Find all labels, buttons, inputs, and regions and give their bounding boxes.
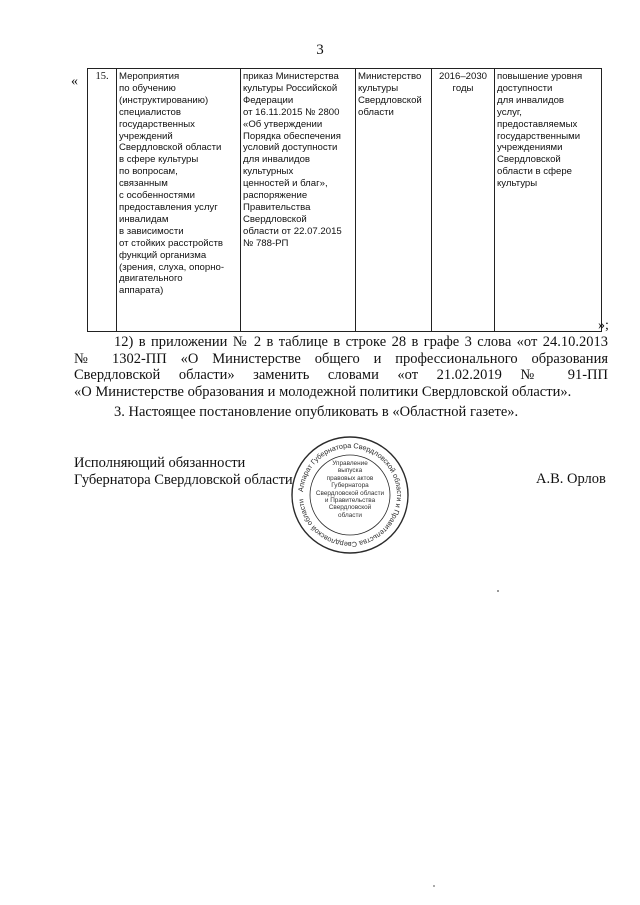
legal-basis-text-line: «Об утверждении [243, 118, 323, 130]
expected-result-text-line: предоставляемых [497, 118, 578, 130]
legal-basis-text-line: Правительства [243, 201, 311, 213]
event-text-line: (инструктированию) [119, 94, 209, 106]
paragraph-12-line-3: Свердловской области» заменить словами «от 21.02.2019 № 91-ПП [74, 367, 608, 384]
event-text-line: двигательного [119, 273, 183, 285]
event-text-line: с особенностями [119, 190, 196, 202]
page-number: 3 [316, 42, 324, 58]
event-cell [117, 69, 241, 332]
seal-center-line: Свердловской области [315, 489, 385, 497]
seal-center-line: выпуска [337, 467, 363, 475]
scan-speck [497, 590, 499, 592]
legal-basis-text-line: условий доступности [243, 142, 338, 154]
event-text-line: по обучению [119, 82, 176, 94]
paragraph-3: 3. Настоящее постановление опубликовать в «Областной газете». [114, 404, 519, 420]
signatory-title-line-2: Губернатора Свердловской области [74, 471, 293, 488]
paragraph-12 [74, 334, 608, 400]
period-cell: 2016–2030 годы [432, 69, 495, 332]
event-text-line: специалистов [119, 106, 181, 118]
legal-basis-text-line: Федерации [243, 94, 294, 106]
seal-center-line: Свердловской [328, 504, 372, 512]
expected-result-text-line: области в сфере [497, 166, 573, 178]
table-row [88, 69, 602, 332]
legal-basis-text-line: ценностей и благ», [243, 178, 328, 190]
legal-basis-text-line: для инвалидов [243, 154, 311, 166]
legal-basis-text-line: культуры Российской [243, 82, 338, 94]
row-number-cell: 15. [88, 69, 117, 332]
legal-basis-text-line: культурных [243, 166, 294, 178]
executor-text-line: Министерство [358, 71, 422, 82]
executor-cell [356, 69, 432, 332]
event-text-line: (зрения, слуха, опорно- [119, 261, 225, 273]
paragraph-12-line-2: № 1302-ПП «О Министерстве общего и профессионального образования [74, 350, 608, 367]
closing-quote-mark: »; [598, 318, 609, 333]
event-text-line: функций организма [119, 249, 207, 261]
legal-basis-cell [241, 69, 356, 332]
expected-result-text-line: доступности [497, 82, 553, 94]
event-text-line: государственных [119, 118, 195, 130]
signatory-title-line-1: Исполняющий обязанности [74, 455, 246, 471]
event-text-line: в зависимости [119, 225, 184, 237]
signatory-title [74, 455, 293, 488]
expected-result-text-line: повышение уровня [497, 71, 583, 82]
event-text-line: в сфере культуры [119, 154, 199, 166]
legal-basis-text-line: Свердловской [243, 213, 307, 225]
event-text-line: Свердловской области [119, 142, 222, 154]
seal-center-line: Губернатора [331, 482, 369, 490]
event-text-line: по вопросам, [119, 166, 178, 178]
signatory-name: А.В. Орлов [536, 471, 606, 487]
expected-result-text-line: государственными [497, 130, 581, 142]
executor-text-line: культуры [358, 82, 399, 94]
seal-center-line: области [338, 511, 362, 519]
seal-ring-text: Аппарат Губернатора Свердловской области и Правительства Свердловской области [296, 440, 405, 550]
event-text-line: от стойких расстройств [119, 237, 223, 249]
legal-basis-text-line: области от 22.07.2015 [243, 225, 342, 237]
event-text-line: Мероприятия [119, 71, 180, 82]
event-text-line: связанным [119, 178, 168, 190]
event-text-line: учреждений [119, 130, 173, 142]
measures-table [87, 68, 602, 332]
legal-basis-text-line: распоряжение [243, 190, 308, 202]
expected-result-text-line: Свердловской [497, 154, 561, 166]
legal-basis-text-line: Порядка обеспечения [243, 130, 341, 142]
expected-result-text-line: услуг, [497, 106, 522, 118]
scan-speck [433, 885, 435, 887]
seal-center-line: и Правительства [324, 497, 376, 505]
event-text-line: предоставления услуг [119, 201, 218, 213]
expected-result-cell [495, 69, 602, 332]
seal-center-text [307, 460, 393, 519]
expected-result-text-line: для инвалидов [497, 94, 565, 106]
seal-center-line: Управление [332, 460, 368, 467]
seal-center-line: правовых актов [326, 474, 374, 482]
paragraph-12-line-4: «О Министерстве образования и молодежной политики Свердловской области». [74, 383, 572, 400]
executor-text-line: Свердловской [358, 94, 422, 106]
paragraph-12-line-1: 12) в приложении № 2 в таблице в строке 28 в графе 3 слова «от 24.10.2013 [114, 334, 608, 350]
opening-quote-mark: « [71, 74, 78, 89]
legal-basis-text-line: № 788-РП [243, 237, 289, 249]
legal-basis-text-line: от 16.11.2015 № 2800 [243, 106, 340, 118]
event-text-line: аппарата) [119, 285, 164, 297]
event-text-line: инвалидам [119, 213, 169, 225]
legal-basis-text-line: приказ Министерства [243, 71, 339, 82]
expected-result-text-line: учреждениями [497, 142, 563, 154]
expected-result-text-line: культуры [497, 178, 538, 190]
executor-text-line: области [358, 106, 394, 118]
